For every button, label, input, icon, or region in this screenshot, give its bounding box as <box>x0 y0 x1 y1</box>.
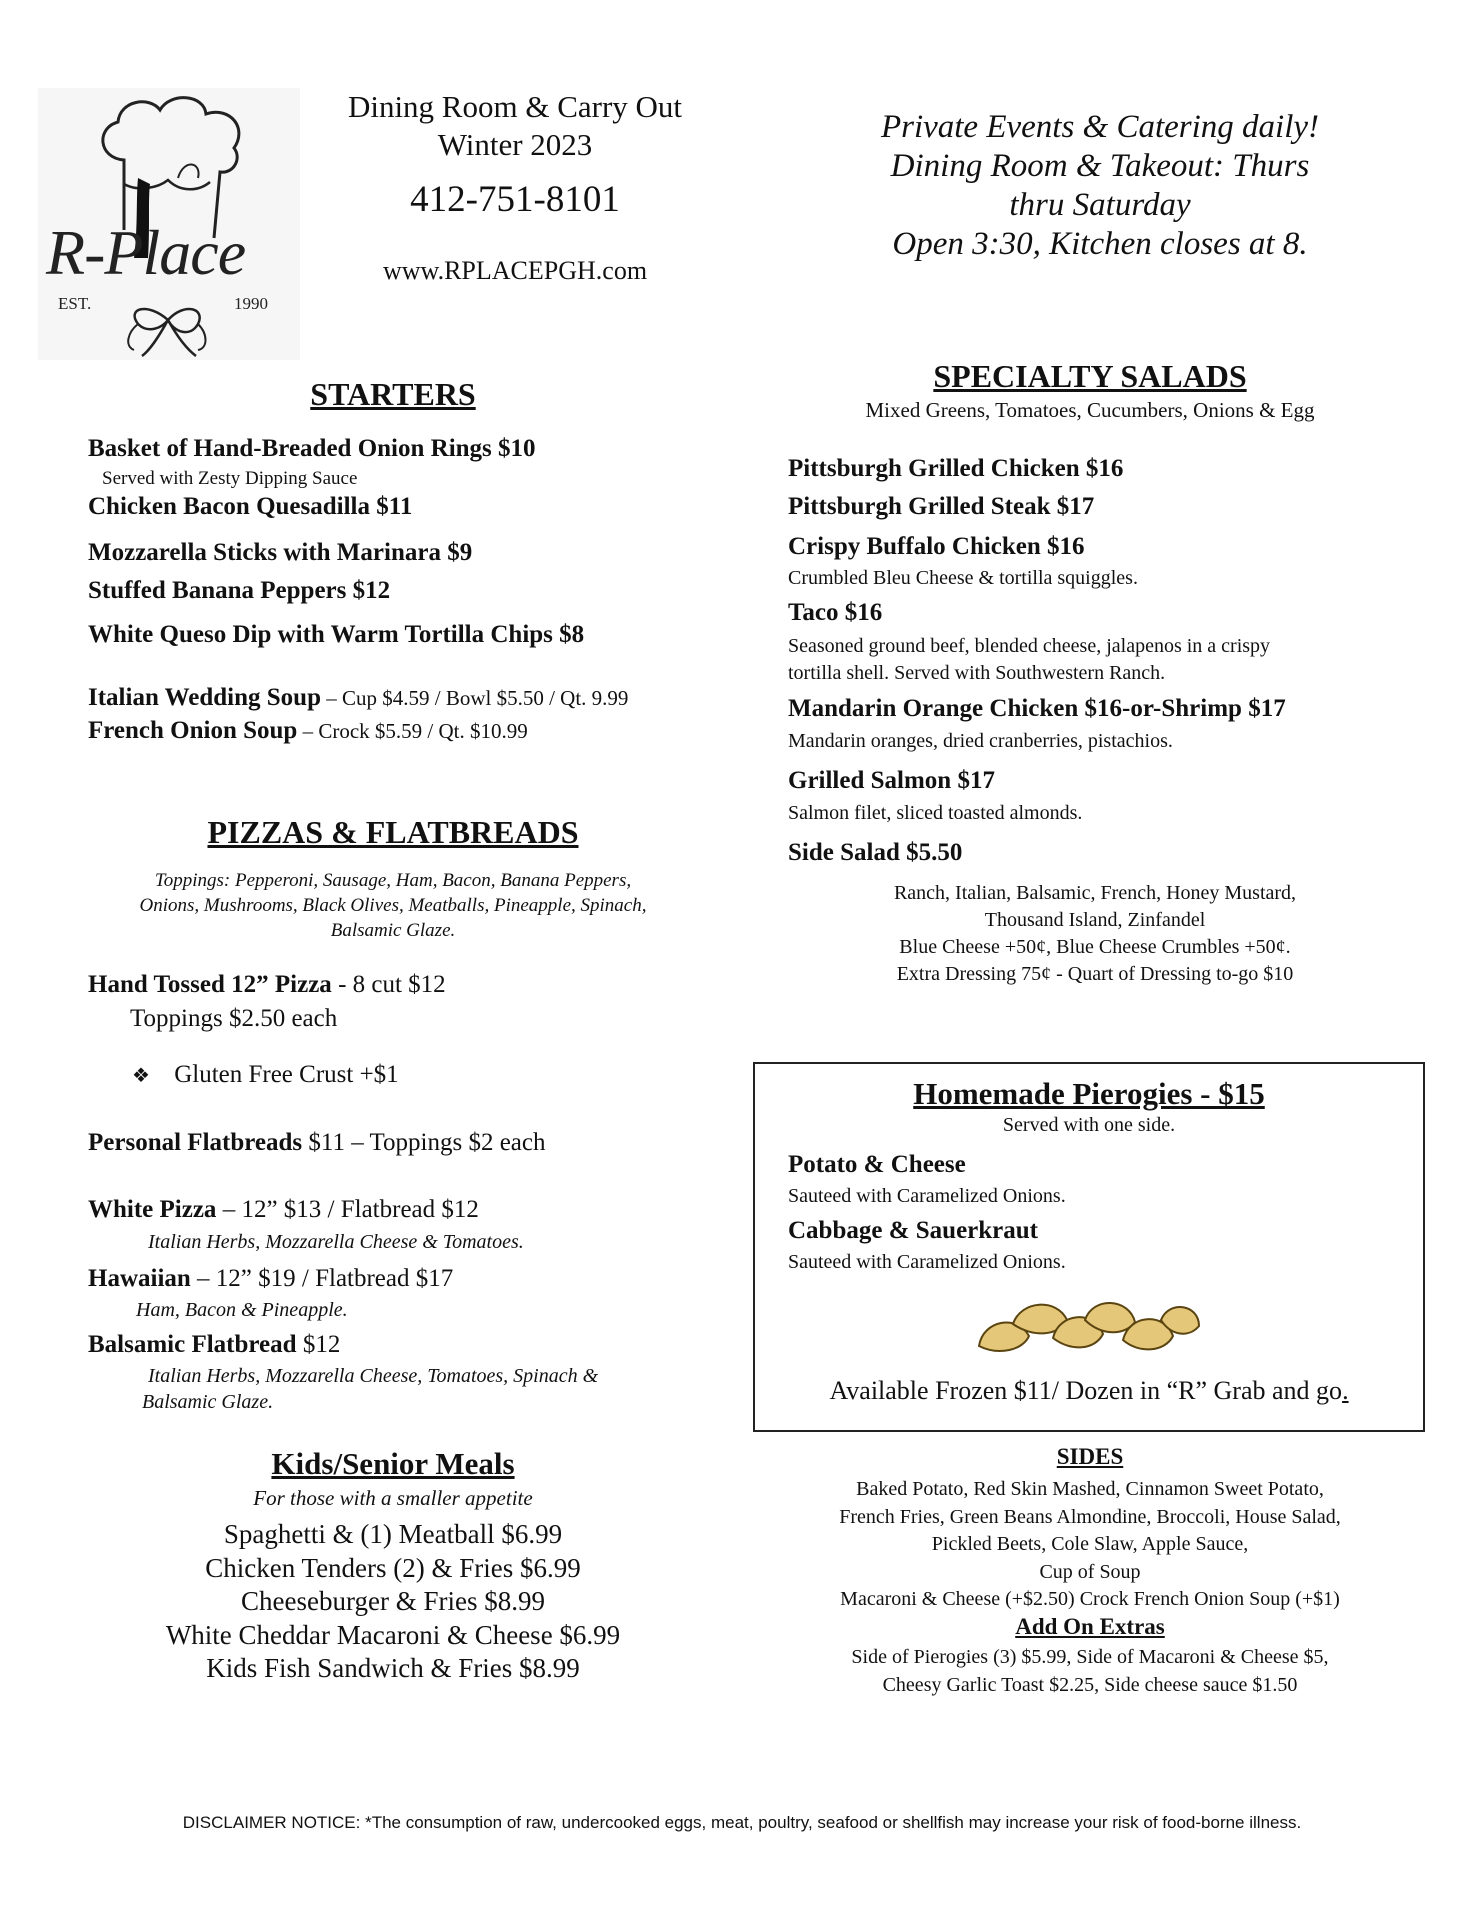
header-hours-notice <box>830 108 1370 264</box>
pizza-name: White Pizza <box>88 1196 217 1223</box>
pizza-toppings-price: Toppings $2.50 each <box>130 1005 338 1032</box>
toppings-line: Balsamic Glaze. <box>330 920 456 941</box>
sides-line: Pickled Beets, Cole Slaw, Apple Sauce, <box>931 1533 1249 1555</box>
pierogi-description: Sauteed with Caramelized Onions. <box>788 1251 1066 1273</box>
salad-name: Side Salad $5.50 <box>788 839 963 866</box>
salads-title: SPECIALTY SALADS <box>933 358 1247 394</box>
sides-line: Baked Potato, Red Skin Mashed, Cinnamon Sweet Potato, <box>856 1478 1324 1500</box>
kids-item: Spaghetti & (1) Meatball $6.99 <box>223 1519 563 1549</box>
soup-item <box>88 716 528 746</box>
dressing-line: Ranch, Italian, Balsamic, French, Honey Mustard, <box>893 882 1297 904</box>
starter-note: Served with Zesty Dipping Sauce <box>102 468 358 489</box>
header-dining-line: Dining Room & Carry Out <box>347 89 683 124</box>
kids-item: White Cheddar Macaroni & Cheese $6.99 <box>165 1619 621 1650</box>
starter-item <box>88 620 584 650</box>
extras-list <box>760 1644 1420 1699</box>
notice-line: Open 3:30, Kitchen closes at 8. <box>892 226 1308 262</box>
pizza-name: Hawaiian <box>88 1265 191 1292</box>
extras-title: Add On Extras <box>1015 1614 1165 1639</box>
dressing-line: Extra Dressing 75¢ - Quart of Dressing to-go $10 <box>896 963 1294 985</box>
personal-flatbreads <box>88 1128 545 1158</box>
starter-item <box>88 434 536 464</box>
pierogi-item <box>788 1216 1038 1246</box>
flatbread-name: Personal Flatbreads <box>88 1129 303 1156</box>
extras-line: Cheesy Garlic Toast $2.25, Side cheese sauce $1.50 <box>882 1673 1298 1696</box>
starter-name: White Queso Dip with Warm Tortilla Chips $8 <box>88 621 585 648</box>
starters-title: STARTERS <box>310 376 476 412</box>
kids-item: Kids Fish Sandwich & Fries $8.99 <box>206 1653 580 1683</box>
starter-name: Mozzarella Sticks with Marinara $9 <box>88 539 473 566</box>
dressing-line: Blue Cheese +50¢, Blue Cheese Crumbles +50¢. <box>899 936 1291 958</box>
frozen-note <box>755 1376 1423 1406</box>
pizza-description: Italian Herbs, Mozzarella Cheese, Tomatoes, Spinach & <box>148 1365 599 1387</box>
salads-subtitle: Mixed Greens, Tomatoes, Cucumbers, Onions & Egg <box>865 398 1315 422</box>
toppings-line: Toppings: Pepperoni, Sausage, Ham, Bacon, Banana Peppers, <box>154 870 632 891</box>
salad-description: Crumbled Bleu Cheese & tortilla squiggles. <box>788 567 1138 589</box>
sides-title: SIDES <box>1056 1444 1124 1469</box>
extras-line: Side of Pierogies (3) $5.99, Side of Macaroni & Cheese $5, <box>851 1646 1329 1668</box>
salad-name: Grilled Salmon $17 <box>788 767 995 794</box>
sides-list <box>760 1476 1420 1614</box>
kids-title: Kids/Senior Meals <box>271 1446 515 1481</box>
pierogies-title: Homemade Pierogies - $15 <box>913 1076 1265 1111</box>
gluten-free-option <box>132 1060 399 1090</box>
salad-item <box>788 598 882 628</box>
salad-item <box>788 838 962 868</box>
salad-name: Crispy Buffalo Chicken $16 <box>788 533 1085 560</box>
pierogi-name: Cabbage & Sauerkraut <box>788 1217 1039 1244</box>
logo-est-year: 1990 <box>234 294 268 313</box>
logo-name: R-Place <box>46 217 246 288</box>
soup-item <box>88 683 628 713</box>
salad-item <box>788 492 1094 522</box>
dressing-list <box>800 880 1390 988</box>
pizza-name: Hand Tossed 12” Pizza <box>88 971 332 998</box>
bullet-icon: ❖ <box>132 1063 150 1087</box>
hand-tossed-pizza <box>88 970 446 1000</box>
kids-subtitle: For those with a smaller appetite <box>253 1486 533 1510</box>
kids-item: Chicken Tenders (2) & Fries $6.99 <box>205 1552 581 1583</box>
starter-name: Chicken Bacon Quesadilla $11 <box>88 493 413 520</box>
salad-name: Mandarin Orange Chicken $16-or-Shrimp $17 <box>788 695 1286 722</box>
pizza-price: – 12” $13 / Flatbread $12 <box>216 1196 479 1223</box>
toppings-line: Onions, Mushrooms, Black Olives, Meatballs, Pineapple, Spinach, <box>139 895 647 916</box>
salad-description: Mandarin oranges, dried cranberries, pistachios. <box>788 730 1173 752</box>
salad-item <box>788 454 1123 484</box>
pizza-name: Balsamic Flatbread <box>88 1331 297 1358</box>
specialty-pizza <box>88 1330 340 1360</box>
salad-description: tortilla shell. Served with Southwestern Ranch. <box>788 662 1166 684</box>
starter-item <box>88 538 472 568</box>
salad-item <box>788 766 995 796</box>
soup-price: – Cup $4.59 / Bowl $5.50 / Qt. 9.99 <box>320 686 629 710</box>
starter-item <box>88 576 390 606</box>
specialty-pizza <box>88 1264 453 1294</box>
pizza-description: Italian Herbs, Mozzarella Cheese & Tomatoes. <box>148 1231 524 1253</box>
pizza-description: Balsamic Glaze. <box>142 1391 274 1413</box>
header-season-line: Winter 2023 <box>437 127 593 162</box>
notice-line: thru Saturday <box>1009 187 1191 223</box>
pierogi-illustration-icon <box>973 1290 1203 1368</box>
salad-name: Pittsburgh Grilled Chicken $16 <box>788 455 1124 482</box>
logo-est-label: EST. <box>58 294 92 313</box>
salad-name: Taco $16 <box>788 599 883 626</box>
flatbread-price: $11 – Toppings $2 each <box>302 1129 546 1156</box>
pizza-description: Ham, Bacon & Pineapple. <box>136 1299 348 1321</box>
sides-line: French Fries, Green Beans Almondine, Broccoli, House Salad, <box>839 1505 1341 1528</box>
pizza-price: - 8 cut $12 <box>331 971 446 998</box>
gluten-free-label: Gluten Free Crust +$1 <box>174 1061 399 1088</box>
frozen-note-period: . <box>1342 1376 1349 1405</box>
frozen-note-text: Available Frozen $11/ Dozen in “R” Grab and go <box>829 1376 1343 1405</box>
salad-description: Seasoned ground beef, blended cheese, jalapenos in a crispy <box>788 635 1271 657</box>
pizza-toppings-list <box>88 868 698 943</box>
pierogi-item <box>788 1150 966 1180</box>
salad-item <box>788 694 1286 724</box>
disclaimer-notice: DISCLAIMER NOTICE: *The consumption of raw, undercooked eggs, meat, poultry, seafood or shellfish may increase your risk of food-borne illness. <box>182 1813 1302 1832</box>
pierogies-box <box>753 1062 1425 1432</box>
kids-menu-list <box>88 1518 698 1686</box>
pizza-price: – 12” $19 / Flatbread $17 <box>190 1265 454 1292</box>
kids-item: Cheeseburger & Fries $8.99 <box>241 1586 545 1616</box>
dressing-line: Thousand Island, Zinfandel <box>984 909 1206 931</box>
salad-description: Salmon filet, sliced toasted almonds. <box>788 802 1083 824</box>
pizzas-title: PIZZAS & FLATBREADS <box>207 814 579 850</box>
pierogi-description: Sauteed with Caramelized Onions. <box>788 1185 1066 1207</box>
soup-price: – Crock $5.59 / Qt. $10.99 <box>297 719 528 743</box>
sides-line: Cup of Soup <box>1039 1560 1141 1583</box>
header-phone: 412-751-8101 <box>410 179 620 220</box>
pizza-price: $12 <box>296 1331 341 1358</box>
starter-name: Basket of Hand-Breaded Onion Rings $10 <box>88 435 536 462</box>
soup-name: Italian Wedding Soup <box>88 684 321 711</box>
starter-name: Stuffed Banana Peppers $12 <box>88 577 391 604</box>
pierogi-name: Potato & Cheese <box>788 1151 966 1178</box>
sides-line: Macaroni & Cheese (+$2.50) Crock French Onion Soup (+$1) <box>840 1588 1340 1610</box>
soup-name: French Onion Soup <box>88 717 298 744</box>
salad-name: Pittsburgh Grilled Steak $17 <box>788 493 1095 520</box>
notice-line: Private Events & Catering daily! <box>880 109 1320 145</box>
specialty-pizza <box>88 1195 479 1225</box>
starter-item <box>88 492 412 522</box>
header-website: www.RPLACEPGH.com <box>382 256 648 285</box>
pierogies-subtitle: Served with one side. <box>1002 1114 1176 1136</box>
rplace-logo <box>38 88 300 360</box>
salad-item <box>788 532 1085 562</box>
notice-line: Dining Room & Takeout: Thurs <box>890 148 1310 184</box>
